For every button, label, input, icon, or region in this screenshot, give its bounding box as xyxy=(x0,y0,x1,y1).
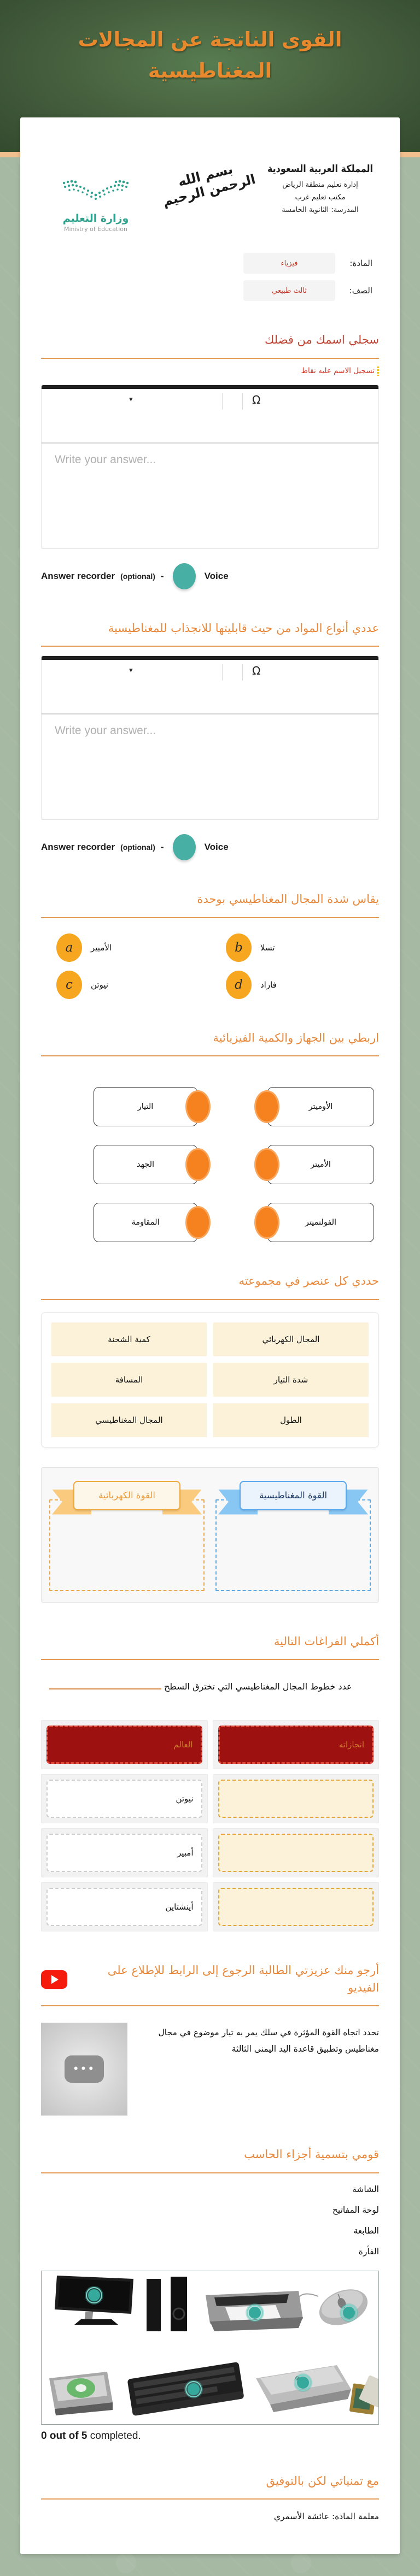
draggable-tile[interactable]: شدة التيار xyxy=(213,1363,369,1397)
match-connector-dot[interactable] xyxy=(254,1148,279,1181)
youtube-play-icon[interactable] xyxy=(41,1970,67,1989)
group-dropzones-container xyxy=(41,1467,379,1603)
achievement-dropzone[interactable] xyxy=(218,1780,374,1818)
group-magnetic-force xyxy=(215,1481,371,1591)
format-dropdown-caret-icon[interactable]: ▾ xyxy=(129,395,133,404)
achievement-dropzone[interactable] xyxy=(218,1888,374,1926)
heading-underline xyxy=(41,358,379,359)
school-name-line: المدرسة: الثانوية الخامسة xyxy=(282,205,359,214)
answer-recorder-label: Answer recorder xyxy=(41,842,115,852)
answer-textarea-1[interactable] xyxy=(42,444,378,548)
hotspot-item-monitor[interactable]: الشاشة xyxy=(352,2184,379,2194)
heading-underline xyxy=(41,917,379,918)
heading-underline xyxy=(41,2005,379,2006)
option-label: الأمبير xyxy=(91,942,112,953)
match-connector-dot[interactable] xyxy=(185,1206,211,1239)
toolbar-separator xyxy=(222,664,223,681)
hotspot-marker-printer[interactable] xyxy=(246,2303,264,2322)
mcq-option-c[interactable] xyxy=(56,971,226,999)
match-right-ohmmeter[interactable] xyxy=(267,1087,374,1126)
answer-recorder-dash: - xyxy=(160,570,164,581)
heading-underline xyxy=(41,1055,379,1056)
option-letter-badge[interactable]: c xyxy=(56,971,82,999)
group-title: القوة الكهربائية xyxy=(73,1481,180,1510)
match-label: الفولتميتر xyxy=(305,1218,337,1227)
hotspot-marker-scanner[interactable] xyxy=(294,2373,312,2392)
table-row-cell xyxy=(213,1828,380,1877)
group-electric-force xyxy=(49,1481,205,1591)
heading-underline xyxy=(41,1299,379,1300)
option-letter-badge[interactable]: d xyxy=(226,971,252,999)
omega-symbol-button[interactable]: Ω xyxy=(252,664,261,677)
table-row-cell xyxy=(213,1882,380,1931)
question-name-heading: سجلي اسمك من فضلك xyxy=(264,333,379,346)
match-label: الأميتر xyxy=(311,1160,331,1169)
hard-drive xyxy=(49,2372,113,2415)
grade-value: ثالث طبيعي xyxy=(243,280,335,301)
match-label: الجهد xyxy=(136,1160,155,1169)
video-placeholder-icon: ••• xyxy=(65,2055,104,2083)
heading-underline xyxy=(41,646,379,647)
subject-value: فيزياء xyxy=(243,253,335,274)
voice-label: Voice xyxy=(204,570,229,581)
fill-blank-input[interactable] xyxy=(49,1680,161,1689)
letterhead xyxy=(41,163,379,240)
question-hotspot-heading: قومي بتسمية أجزاء الحاسب xyxy=(244,2148,379,2161)
editor-topbar xyxy=(42,656,378,660)
answer-recorder-label: Answer recorder xyxy=(41,570,115,581)
match-left-current[interactable] xyxy=(94,1087,197,1126)
hotspot-item-list xyxy=(41,2184,379,2256)
video-link-card xyxy=(41,2023,379,2116)
question-unit-heading: يقاس شدة المجال المغناطيسي بوحدة xyxy=(197,893,379,906)
mcq-option-a[interactable] xyxy=(56,933,226,962)
mcq-option-d[interactable] xyxy=(226,971,379,999)
video-section-heading-row xyxy=(41,1962,379,1996)
draggable-tile[interactable]: كمية الشحنة xyxy=(51,1322,207,1356)
answer-recorder-optional: (optional) xyxy=(120,843,155,852)
group-tiles-container xyxy=(41,1312,379,1447)
draggable-tile[interactable]: المجال المغناطيسي xyxy=(51,1403,207,1437)
hotspot-item-mouse[interactable]: الفأرة xyxy=(358,2246,379,2256)
progress-count: 0 out of 5 xyxy=(41,2430,88,2442)
answer-editor-2 xyxy=(41,655,379,820)
scientist-name-newton[interactable]: نيوتن xyxy=(46,1780,202,1818)
editor-topbar xyxy=(42,385,378,389)
edu-office-line: مكتب تعليم غرب xyxy=(295,193,346,202)
scientist-name-ampere[interactable]: أمبير xyxy=(46,1834,202,1872)
match-label: المقاومة xyxy=(131,1218,160,1227)
toolbar-separator xyxy=(222,393,223,410)
voice-record-button[interactable] xyxy=(173,563,196,589)
page-title-line1: القوى الناتجة عن المجالات xyxy=(78,28,342,51)
answer-recorder-row-1 xyxy=(41,563,379,589)
bismillah-calligraphy: بسم الله الرحمن الرحيم xyxy=(161,161,257,209)
toolbar-separator xyxy=(242,393,243,410)
edu-admin-line: إدارة تعليم منطقة الرياض xyxy=(282,181,358,189)
omega-symbol-button[interactable]: Ω xyxy=(252,393,261,406)
match-right-voltmeter[interactable] xyxy=(267,1203,374,1242)
page-title xyxy=(0,24,420,87)
computer-parts-image xyxy=(41,2271,379,2425)
question-materials-heading: عددي أنواع المواد من حيث قابليتها للانجذاب للمغناطيسية xyxy=(108,621,379,635)
footer-wishes-heading: مع تمنياتي لكن بالتوفيق xyxy=(266,2474,379,2488)
answer-editor-1 xyxy=(41,385,379,549)
match-left-voltage[interactable] xyxy=(94,1145,197,1184)
video-thumbnail[interactable] xyxy=(41,2023,127,2116)
editor-toolbar xyxy=(42,660,378,714)
ministry-logo-block xyxy=(41,163,150,233)
answer-recorder-optional: (optional) xyxy=(120,571,155,581)
question-match-heading: اربطي بين الجهاز والكمية الفيزيائية xyxy=(213,1031,379,1044)
hotspot-progress xyxy=(41,2430,379,2442)
hotspot-marker-keyboard[interactable] xyxy=(184,2380,203,2398)
format-dropdown-caret-icon[interactable]: ▾ xyxy=(129,666,133,675)
draggable-tile[interactable]: المسافة xyxy=(51,1363,207,1397)
computer-parts-illustration xyxy=(42,2271,378,2422)
group-title: القوة المغناطيسية xyxy=(240,1481,347,1510)
hotspot-item-printer[interactable]: الطابعة xyxy=(353,2225,379,2236)
match-label: التيار xyxy=(137,1102,154,1111)
option-label: فاراد xyxy=(260,979,277,990)
question-name-note-text: تسجيل الاسم عليه نقاط xyxy=(301,366,375,375)
table-row-cell xyxy=(41,1774,208,1823)
hotspot-item-keyboard[interactable]: لوحة المفاتيح xyxy=(332,2205,379,2215)
ministry-logo-subtitle: Ministry of Education xyxy=(63,226,127,233)
option-label: نيوتن xyxy=(91,979,109,990)
question-blank-heading: أكملي الفراغات التالية xyxy=(273,1634,379,1648)
match-connector-dot[interactable] xyxy=(254,1090,279,1123)
school-heading-block xyxy=(261,163,379,216)
option-letter-badge[interactable]: a xyxy=(56,933,82,962)
match-label: الأوميتر xyxy=(308,1102,333,1111)
table-row-cell xyxy=(213,1774,380,1823)
cpu-chips xyxy=(349,2375,378,2415)
teacher-name-line: معلمة المادة: عائشة الأسمري xyxy=(273,2512,379,2522)
match-right-ammeter[interactable] xyxy=(267,1145,374,1184)
mcq-option-b[interactable] xyxy=(226,933,379,962)
voice-record-button[interactable] xyxy=(173,834,196,860)
table-header-cell xyxy=(213,1720,380,1769)
match-left-resistance[interactable] xyxy=(94,1203,197,1242)
table-header-cell xyxy=(41,1720,208,1769)
answer-recorder-row-2 xyxy=(41,834,379,860)
header-scientist: العالم xyxy=(46,1726,202,1764)
info-fields xyxy=(48,253,372,301)
table-row-cell xyxy=(41,1882,208,1931)
achievement-dropzone[interactable] xyxy=(218,1834,374,1872)
worksheet-card xyxy=(20,117,400,2554)
header-achievements: انجازاته xyxy=(218,1726,374,1764)
answer-textarea-2[interactable] xyxy=(42,714,378,819)
fill-blank-sentence xyxy=(41,1676,352,1697)
heading-underline xyxy=(41,1659,379,1660)
kingdom-calligraphy: المملكة العربية السعودية xyxy=(267,162,374,175)
draggable-tile[interactable]: المجال الكهربائي xyxy=(213,1322,369,1356)
page-bottom-margin xyxy=(0,2554,420,2576)
hotspot-marker-monitor[interactable] xyxy=(85,2286,103,2305)
editor-toolbar xyxy=(42,389,378,444)
toolbar-separator xyxy=(242,664,243,681)
highlight-cursor-mark xyxy=(377,367,379,376)
video-caption: تحدد اتجاه القوة المؤثرة في سلك يمر به تيار موضوع في مجال مغناطيس وتطبيق قاعدة اليد اليمنى الثالثة xyxy=(158,2028,379,2054)
progress-suffix: completed. xyxy=(87,2430,141,2442)
table-row-cell xyxy=(41,1828,208,1877)
option-letter-badge[interactable]: b xyxy=(226,933,252,962)
page-title-line2: المغناطيسية xyxy=(148,59,272,83)
ribbon-banner-orange xyxy=(55,1481,199,1512)
mcq-options xyxy=(56,933,379,999)
option-label: تسلا xyxy=(260,942,275,953)
grade-row xyxy=(48,280,372,301)
hotspot-marker-mouse[interactable] xyxy=(340,2303,358,2322)
matching-area xyxy=(94,1087,379,1242)
draggable-tile[interactable]: الطول xyxy=(213,1403,369,1437)
ministry-of-education-logo-icon xyxy=(61,179,131,207)
grade-label: الصف: xyxy=(349,286,372,296)
answer-recorder-dash: - xyxy=(160,842,164,852)
video-heading: أرجو منك عزيزتي الطالبة الرجوع إلى الرابط للإطلاع على الفيديو xyxy=(107,1964,379,1994)
ribbon-banner-blue xyxy=(221,1481,365,1512)
subject-label: المادة: xyxy=(349,258,372,268)
question-name-note xyxy=(41,367,379,376)
scientist-name-einstein[interactable]: أينشتاين xyxy=(46,1888,202,1926)
fill-blank-text: عدد خطوط المجال المغناطيسي التي تخترق السطح xyxy=(164,1681,352,1692)
heading-underline xyxy=(41,2498,379,2500)
question-group-heading: حددي كل عنصر في مجموعته xyxy=(238,1274,379,1287)
match-connector-dot[interactable] xyxy=(185,1148,211,1181)
subject-row xyxy=(48,253,372,274)
match-connector-dot[interactable] xyxy=(254,1206,279,1239)
scientists-table xyxy=(41,1720,379,1931)
match-connector-dot[interactable] xyxy=(185,1090,211,1123)
group-tiles xyxy=(51,1322,369,1437)
ministry-logo-title: وزارة التعليم xyxy=(62,212,129,224)
voice-label: Voice xyxy=(204,842,229,852)
heading-underline xyxy=(41,2172,379,2173)
